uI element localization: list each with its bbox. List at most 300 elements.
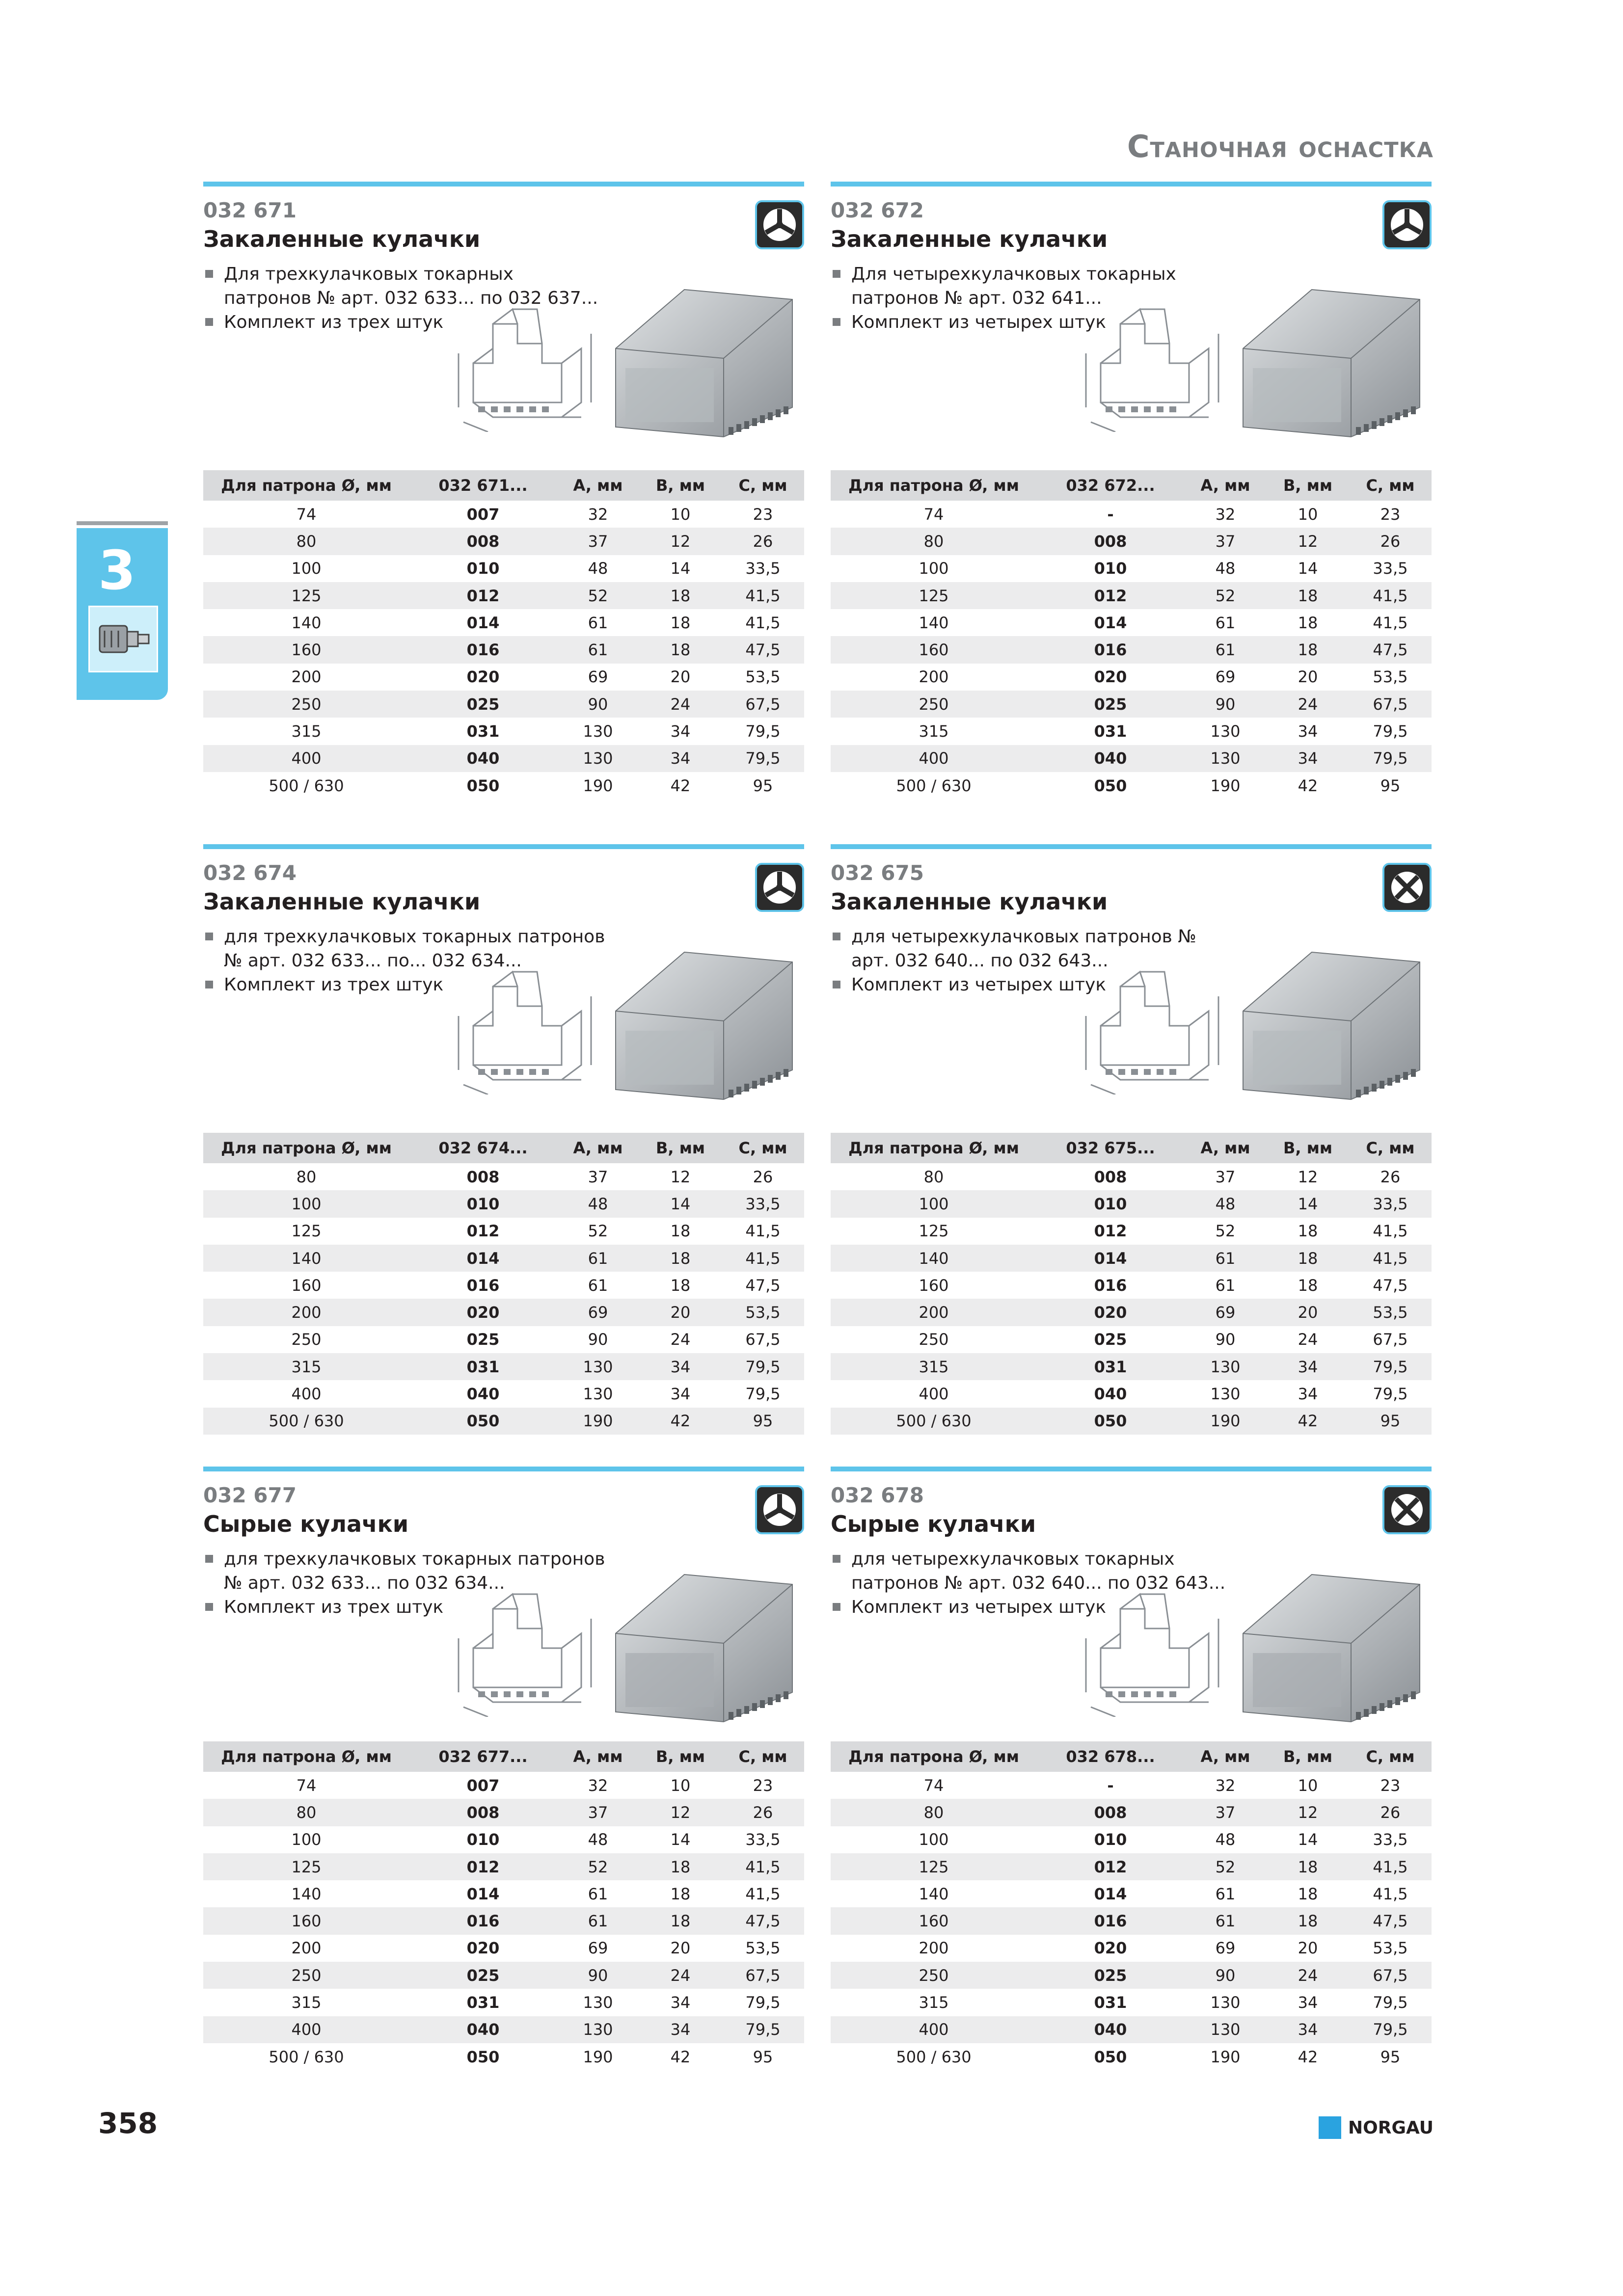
column-header: C, мм	[738, 1747, 787, 1766]
table-cell: 52	[588, 586, 608, 605]
table-cell: 61	[588, 1912, 608, 1931]
table-cell: 18	[1298, 613, 1318, 632]
table-cell: 012	[466, 586, 500, 605]
table-cell: 040	[466, 2020, 500, 2039]
table-cell: 80	[296, 1803, 317, 1822]
table-cell: 95	[753, 776, 773, 795]
table-cell: 24	[670, 1330, 691, 1349]
table-cell: 025	[466, 694, 500, 714]
table-cell: 90	[1215, 1330, 1236, 1349]
table-cell: 74	[296, 505, 317, 524]
product-title: Закаленные кулачки	[831, 888, 1108, 915]
table-cell: 008	[466, 1167, 500, 1186]
table-row	[203, 555, 804, 582]
table-cell: 008	[466, 1803, 500, 1822]
table-cell: 18	[670, 1249, 691, 1268]
spec-table	[203, 1741, 804, 2070]
table-row	[203, 1962, 804, 1989]
table-cell: 010	[466, 1830, 500, 1849]
three-jaw-icon	[755, 200, 804, 249]
table-cell: 14	[1298, 1830, 1318, 1849]
table-cell: 69	[1215, 667, 1236, 687]
table-cell: 20	[670, 1939, 691, 1958]
table-row	[831, 1853, 1432, 1880]
table-cell: 12	[1298, 1803, 1318, 1822]
table-cell: 008	[1094, 1803, 1127, 1822]
table-cell: 125	[919, 586, 949, 605]
table-cell: 18	[1298, 1884, 1318, 1903]
table-cell: 031	[466, 1357, 500, 1376]
table-cell: 200	[919, 667, 949, 687]
table-row	[203, 1408, 804, 1435]
table-cell: 016	[466, 1912, 500, 1931]
table-cell: 014	[1094, 613, 1127, 632]
table-cell: 47,5	[1373, 641, 1408, 660]
technical-drawing	[444, 1570, 606, 1717]
table-cell: 18	[1298, 1276, 1318, 1295]
page-number: 358	[98, 2107, 158, 2140]
table-cell: 34	[670, 2020, 691, 2039]
table-cell: 52	[1215, 1222, 1236, 1241]
table-cell: 18	[1298, 1249, 1318, 1268]
table-cell: 42	[1298, 1412, 1318, 1431]
table-row	[831, 1163, 1432, 1190]
table-row	[203, 772, 804, 799]
table-cell: 016	[466, 641, 500, 660]
table-cell: 23	[753, 1776, 773, 1795]
table-cell: 315	[919, 722, 949, 741]
table-cell: 48	[1215, 1194, 1236, 1213]
table-cell: 41,5	[745, 1884, 781, 1903]
table-cell: 34	[1298, 2020, 1318, 2039]
table-cell: 160	[919, 641, 949, 660]
table-cell: 12	[670, 532, 691, 551]
table-cell: 95	[753, 2047, 773, 2066]
table-row	[831, 1272, 1432, 1299]
table-cell: 79,5	[745, 1357, 781, 1376]
table-cell: 140	[291, 1249, 322, 1268]
column-header: B, мм	[656, 1139, 705, 1157]
table-cell: 020	[466, 1303, 500, 1322]
table-header	[831, 1133, 1432, 1163]
table-cell: 47,5	[745, 1912, 781, 1931]
table-cell: 130	[583, 749, 613, 768]
feature-item: Комплект из четырех штук	[831, 1595, 1233, 1619]
table-cell: 34	[670, 1993, 691, 2012]
table-cell: 48	[588, 1194, 608, 1213]
table-cell: 10	[1298, 1776, 1318, 1795]
table-cell: 79,5	[745, 722, 781, 741]
table-cell: 016	[1094, 641, 1127, 660]
table-row	[203, 636, 804, 663]
column-header: A, мм	[1200, 1747, 1250, 1766]
table-cell: -	[1107, 1776, 1114, 1795]
table-row	[831, 1799, 1432, 1826]
table-cell: 80	[923, 1167, 944, 1186]
table-cell: 014	[466, 1884, 500, 1903]
table-row	[831, 745, 1432, 772]
table-cell: 025	[466, 1966, 500, 1985]
table-cell: 20	[670, 667, 691, 687]
table-cell: 41,5	[1373, 1249, 1408, 1268]
table-cell: 32	[1215, 505, 1236, 524]
table-cell: 160	[919, 1276, 949, 1295]
table-cell: 025	[466, 1330, 500, 1349]
three-jaw-icon	[755, 1485, 804, 1534]
table-cell: 040	[1094, 2020, 1127, 2039]
table-cell: 050	[466, 2047, 500, 2066]
table-cell: 020	[1094, 1939, 1127, 1958]
table-row	[831, 2043, 1432, 2070]
table-cell: 47,5	[745, 641, 781, 660]
table-cell: 010	[1094, 559, 1127, 578]
table-cell: 025	[1094, 694, 1127, 714]
table-cell: 025	[1094, 1966, 1127, 1985]
column-header: B, мм	[656, 476, 705, 495]
table-cell: 200	[291, 1939, 322, 1958]
table-cell: 32	[1215, 1776, 1236, 1795]
table-cell: 125	[291, 1222, 322, 1241]
four-jaw-icon	[1382, 1485, 1432, 1534]
table-cell: 160	[291, 1276, 322, 1295]
table-row	[831, 664, 1432, 691]
table-row	[831, 1989, 1432, 2016]
table-cell: 79,5	[1373, 2020, 1408, 2039]
table-cell: 79,5	[1373, 749, 1408, 768]
table-cell: 14	[670, 1194, 691, 1213]
table-cell: 34	[1298, 1357, 1318, 1376]
table-cell: 500 / 630	[896, 1412, 972, 1431]
table-cell: 20	[1298, 1939, 1318, 1958]
table-cell: 315	[919, 1357, 949, 1376]
table-cell: 100	[919, 1194, 949, 1213]
table-cell: 41,5	[1373, 1857, 1408, 1876]
product-title: Закаленные кулачки	[203, 226, 481, 252]
table-cell: 42	[670, 776, 691, 795]
table-cell: 010	[1094, 1830, 1127, 1849]
table-cell: 315	[291, 722, 322, 741]
column-header: A, мм	[573, 1139, 623, 1157]
table-cell: 32	[588, 1776, 608, 1795]
table-cell: 61	[1215, 613, 1236, 632]
table-cell: 37	[1215, 532, 1236, 551]
table-cell: 79,5	[1373, 1357, 1408, 1376]
column-header: 032 671...	[438, 476, 528, 495]
table-cell: 016	[466, 1276, 500, 1295]
table-cell: 140	[919, 613, 949, 632]
table-cell: 12	[670, 1167, 691, 1186]
column-header: B, мм	[1283, 476, 1332, 495]
table-cell: 130	[1210, 722, 1241, 741]
table-cell: 34	[1298, 722, 1318, 741]
table-cell: 26	[753, 1167, 773, 1186]
table-cell: 18	[670, 1857, 691, 1876]
table-cell: 010	[1094, 1194, 1127, 1213]
table-cell: 500 / 630	[896, 776, 972, 795]
table-cell: 040	[466, 749, 500, 768]
table-cell: 190	[583, 776, 613, 795]
table-cell: 41,5	[1373, 613, 1408, 632]
spec-table	[831, 1133, 1432, 1435]
feature-item: для трехкулачковых токарных патронов № арт. 032 633... по... 032 634...	[203, 925, 606, 973]
table-cell: 41,5	[1373, 1884, 1408, 1903]
table-row	[203, 1190, 804, 1217]
table-cell: 41,5	[745, 586, 781, 605]
table-cell: 160	[291, 641, 322, 660]
feature-item: Комплект из трех штук	[203, 973, 606, 997]
table-cell: 61	[1215, 1884, 1236, 1903]
table-row	[203, 528, 804, 555]
table-cell: 400	[291, 2020, 322, 2039]
table-cell: 34	[1298, 749, 1318, 768]
table-cell: 61	[588, 613, 608, 632]
table-cell: 130	[583, 2020, 613, 2039]
feature-item: для четырехкулачковых токарных патронов № арт. 032 640... по 032 643...	[831, 1547, 1233, 1595]
table-cell: 250	[919, 1966, 949, 1985]
table-row	[203, 1245, 804, 1272]
product-title: Сырые кулачки	[203, 1511, 409, 1537]
table-cell: 34	[670, 722, 691, 741]
table-row	[203, 1935, 804, 1962]
product-photo	[1223, 270, 1430, 447]
table-cell: 014	[1094, 1249, 1127, 1268]
table-cell: 14	[1298, 1194, 1318, 1213]
table-cell: 20	[1298, 667, 1318, 687]
table-cell: 41,5	[745, 1222, 781, 1241]
table-row	[831, 1380, 1432, 1407]
table-cell: 007	[466, 1776, 500, 1795]
table-row	[831, 636, 1432, 663]
table-row	[203, 1772, 804, 1799]
table-cell: 031	[1094, 1357, 1127, 1376]
table-row	[203, 2043, 804, 2070]
table-cell: 007	[466, 505, 500, 524]
table-cell: 140	[919, 1249, 949, 1268]
table-cell: 160	[291, 1912, 322, 1931]
table-cell: 012	[1094, 586, 1127, 605]
table-row	[831, 772, 1432, 799]
table-cell: 10	[670, 1776, 691, 1795]
table-cell: 95	[1380, 776, 1401, 795]
table-cell: 67,5	[745, 694, 781, 714]
table-row	[203, 1272, 804, 1299]
table-cell: 020	[466, 1939, 500, 1958]
table-row	[831, 1935, 1432, 1962]
table-row	[831, 1326, 1432, 1353]
table-cell: 031	[1094, 722, 1127, 741]
table-cell: 160	[919, 1912, 949, 1931]
section-top-rule	[203, 844, 804, 849]
table-cell: 130	[1210, 1385, 1241, 1404]
table-row	[203, 1989, 804, 2016]
table-cell: 250	[919, 1330, 949, 1349]
spec-table	[203, 1133, 804, 1435]
table-row	[831, 1299, 1432, 1326]
table-cell: 400	[291, 749, 322, 768]
column-header: Для патрона Ø, мм	[848, 1747, 1019, 1766]
table-cell: 100	[291, 1830, 322, 1849]
table-row	[831, 1962, 1432, 1989]
column-header: A, мм	[1200, 476, 1250, 495]
table-cell: 130	[583, 1385, 613, 1404]
table-cell: 050	[1094, 1412, 1127, 1431]
table-cell: 34	[670, 749, 691, 768]
table-header	[203, 1741, 804, 1772]
section-top-rule	[831, 1467, 1432, 1471]
table-cell: 18	[1298, 1912, 1318, 1931]
table-cell: 80	[296, 1167, 317, 1186]
spec-table	[831, 1741, 1432, 2070]
table-row	[203, 1826, 804, 1853]
table-cell: 80	[296, 532, 317, 551]
table-row	[831, 609, 1432, 636]
table-header	[831, 470, 1432, 501]
page-header-title: Станочная оснастка	[1127, 129, 1434, 164]
table-cell: 61	[588, 1884, 608, 1903]
table-cell: 100	[291, 559, 322, 578]
table-cell: 18	[1298, 641, 1318, 660]
table-cell: 48	[1215, 1830, 1236, 1849]
table-cell: 130	[583, 1357, 613, 1376]
table-cell: 400	[919, 1385, 949, 1404]
table-cell: 190	[1210, 776, 1241, 795]
column-header: 032 672...	[1066, 476, 1155, 495]
table-cell: 61	[1215, 1249, 1236, 1268]
table-cell: 79,5	[1373, 1993, 1408, 2012]
table-cell: 014	[1094, 1884, 1127, 1903]
table-cell: 37	[588, 1167, 608, 1186]
table-cell: 74	[923, 505, 944, 524]
table-row	[203, 1907, 804, 1934]
table-cell: 400	[291, 1385, 322, 1404]
table-cell: 100	[919, 1830, 949, 1849]
table-row	[831, 501, 1432, 528]
table-cell: 18	[670, 1276, 691, 1295]
table-cell: 016	[1094, 1912, 1127, 1931]
section-top-rule	[203, 182, 804, 187]
table-cell: 48	[588, 559, 608, 578]
table-cell: 130	[583, 1993, 613, 2012]
table-row	[831, 1245, 1432, 1272]
table-cell: 012	[1094, 1222, 1127, 1241]
table-header	[203, 1133, 804, 1163]
table-cell: 61	[588, 641, 608, 660]
table-cell: 23	[1380, 1776, 1401, 1795]
column-header: A, мм	[573, 476, 623, 495]
table-cell: 025	[1094, 1330, 1127, 1349]
table-cell: 18	[1298, 1857, 1318, 1876]
table-cell: 008	[1094, 532, 1127, 551]
table-cell: 24	[1298, 1330, 1318, 1349]
table-cell: 47,5	[1373, 1276, 1408, 1295]
chuck-icon	[88, 606, 158, 672]
table-cell: 125	[919, 1857, 949, 1876]
table-row	[203, 1326, 804, 1353]
table-cell: 53,5	[745, 1939, 781, 1958]
four-jaw-icon	[1382, 863, 1432, 912]
brand-name: NORGAU	[1348, 2117, 1434, 2138]
table-cell: 400	[919, 2020, 949, 2039]
feature-item: Комплект из четырех штук	[831, 973, 1233, 997]
column-header: C, мм	[1366, 1747, 1415, 1766]
table-cell: 33,5	[1373, 559, 1408, 578]
section-top-rule	[203, 1467, 804, 1471]
table-cell: 14	[670, 559, 691, 578]
column-header: 032 674...	[438, 1139, 528, 1157]
table-cell: 42	[670, 2047, 691, 2066]
table-cell: 53,5	[745, 667, 781, 687]
table-cell: 10	[670, 505, 691, 524]
feature-item: Комплект из четырех штук	[831, 310, 1233, 334]
table-cell: 020	[466, 667, 500, 687]
table-row	[831, 1826, 1432, 1853]
article-number: 032 671	[203, 198, 297, 222]
table-cell: 250	[919, 694, 949, 714]
section-top-rule	[831, 182, 1432, 187]
table-row	[203, 1218, 804, 1245]
table-cell: 200	[919, 1303, 949, 1322]
table-row	[831, 2016, 1432, 2043]
table-cell: 67,5	[1373, 1966, 1408, 1985]
table-cell: 12	[1298, 1167, 1318, 1186]
chapter-number: 3	[98, 539, 136, 602]
column-header: Для патрона Ø, мм	[848, 476, 1019, 495]
table-cell: 42	[670, 1412, 691, 1431]
table-cell: 200	[291, 667, 322, 687]
table-row	[831, 1353, 1432, 1380]
table-cell: 90	[1215, 1966, 1236, 1985]
table-cell: 23	[1380, 505, 1401, 524]
table-cell: 24	[1298, 1966, 1318, 1985]
table-row	[831, 1218, 1432, 1245]
table-cell: 14	[1298, 559, 1318, 578]
table-cell: 100	[291, 1194, 322, 1213]
product-photo	[1223, 933, 1430, 1109]
column-header: A, мм	[1200, 1139, 1250, 1157]
table-cell: 020	[1094, 667, 1127, 687]
table-cell: 12	[1298, 532, 1318, 551]
table-cell: 190	[583, 2047, 613, 2066]
table-cell: 42	[1298, 2047, 1318, 2066]
table-header	[831, 1741, 1432, 1772]
column-header: B, мм	[656, 1747, 705, 1766]
table-cell: 18	[670, 613, 691, 632]
technical-drawing	[444, 285, 606, 432]
technical-drawing	[444, 947, 606, 1095]
table-cell: 37	[588, 1803, 608, 1822]
feature-item: Комплект из трех штук	[203, 1595, 606, 1619]
table-cell: 90	[588, 694, 608, 714]
table-cell: 140	[291, 613, 322, 632]
table-cell: 012	[466, 1857, 500, 1876]
table-cell: -	[1107, 505, 1114, 524]
table-cell: 130	[1210, 1357, 1241, 1376]
table-cell: 79,5	[1373, 722, 1408, 741]
column-header: C, мм	[738, 1139, 787, 1157]
column-header: C, мм	[738, 476, 787, 495]
table-cell: 050	[466, 1412, 500, 1431]
product-photo	[596, 933, 802, 1109]
table-cell: 42	[1298, 776, 1318, 795]
table-cell: 500 / 630	[896, 2047, 972, 2066]
table-cell: 26	[1380, 1803, 1401, 1822]
table-row	[831, 555, 1432, 582]
table-row	[203, 609, 804, 636]
table-cell: 33,5	[745, 559, 781, 578]
table-cell: 80	[923, 1803, 944, 1822]
column-header: 032 675...	[1066, 1139, 1155, 1157]
table-cell: 031	[466, 1993, 500, 2012]
